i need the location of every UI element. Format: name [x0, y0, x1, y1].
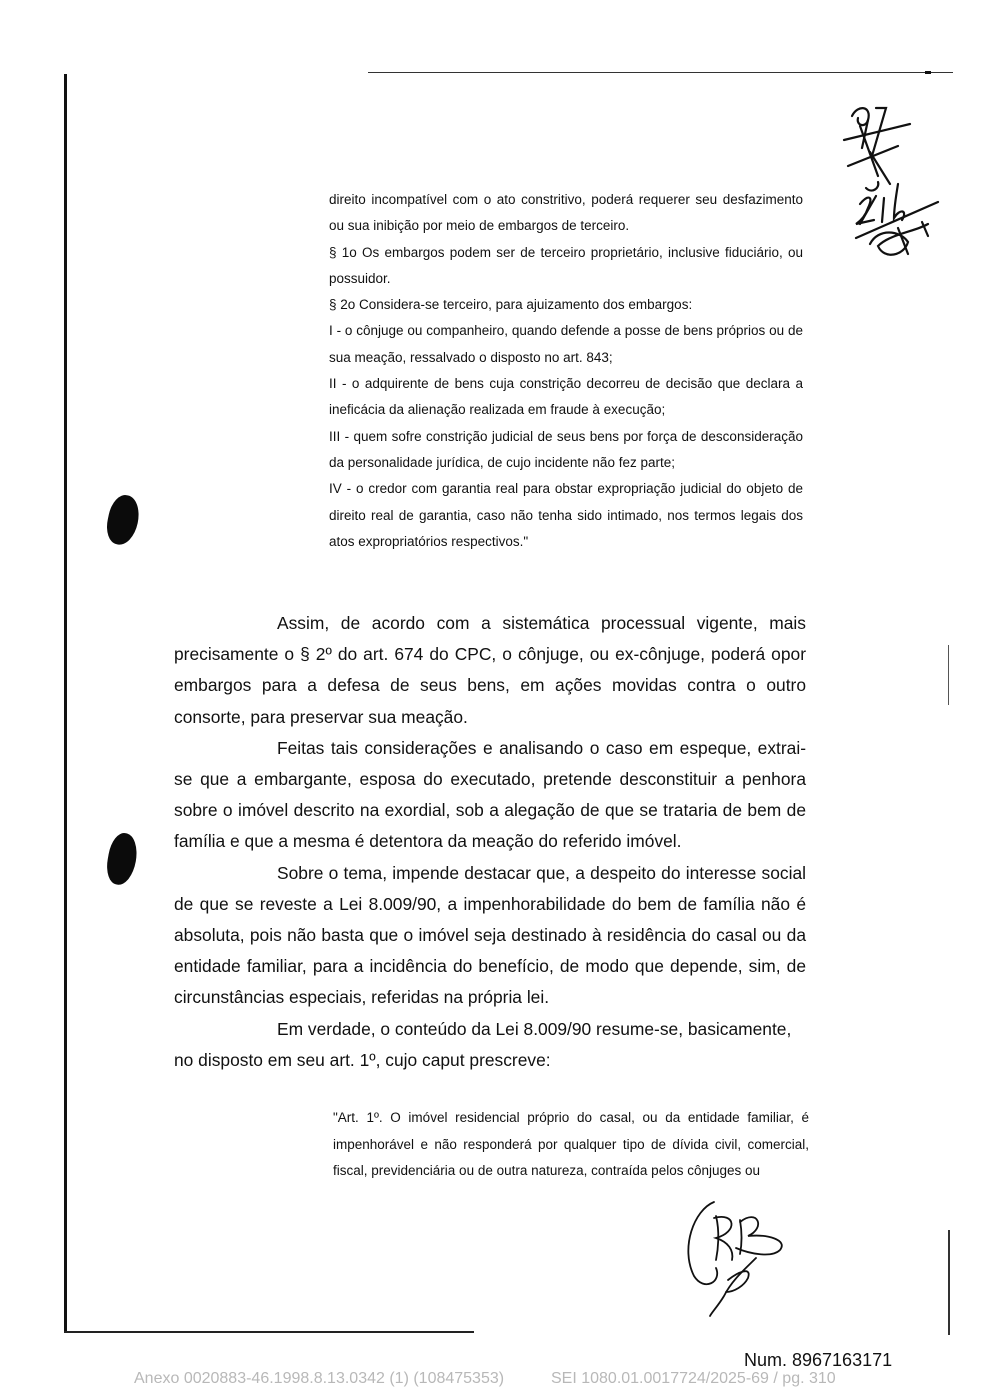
scan-left-border	[64, 74, 67, 1332]
quote-paragraph: "Art. 1º. O imóvel residencial próprio do casal, ou da entidade familiar, é impenhorável e não responderá por qualquer tipo de dívida civil, comercial, fiscal, previdenciária ou de outra natureza, contraída pelos cônjuges ou	[333, 1110, 809, 1178]
footer-annotation	[134, 1370, 836, 1388]
quote-paragraph: I - o cônjuge ou companheiro, quando defende a posse de bens próprios ou de sua meação, ressalvado o disposto no art. 843;	[329, 323, 803, 365]
scan-right-border	[948, 1230, 950, 1335]
scan-top-rule	[368, 72, 953, 73]
body-text	[174, 608, 806, 1076]
quote-paragraph: IV - o credor com garantia real para obstar expropriação judicial do objeto de direito real de garantia, caso não tenha sido intimado, nos termos legais dos atos expropriatórios respectivos."	[329, 481, 803, 549]
quote-paragraph: § 1o Os embargos podem ser de terceiro proprietário, inclusive fiduciário, ou possuidor.	[329, 244, 803, 286]
body-paragraph: Em verdade, o conteúdo da Lei 8.009/90 resume-se, basicamente, no disposto em seu art. 1º, cujo caput prescreve:	[174, 1018, 792, 1070]
scan-bottom-rule	[64, 1331, 474, 1333]
body-paragraph: Sobre o tema, impende destacar que, a despeito do interesse social de que se reveste a Lei 8.009/90, a impenhorabilidade do bem de família não é absoluta, pois não basta que o imóvel seja destinado à residência do casal ou da entidade familiar, para a incidência do benefício, de modo que depende, sim, de circunstâncias especiais, referidas na própria lei.	[174, 862, 806, 1008]
body-paragraph: Assim, de acordo com a sistemática processual vigente, mais precisamente o § 2º do art. 674 do CPC, o cônjuge, ou ex-cônjuge, poderá opor embargos para a defesa de seus bens, em ações movidas contra o outro consorte, para preservar sua meação.	[174, 613, 806, 727]
punch-hole-top	[103, 492, 143, 547]
handwritten-page-stamp	[838, 96, 948, 266]
quote-paragraph: direito incompatível com o ato constritivo, poderá requerer seu desfazimento ou sua inibição por meio de embargos de terceiro.	[329, 192, 803, 234]
punch-hole-bottom	[104, 831, 141, 887]
scan-top-rule-mark	[925, 71, 931, 74]
legal-quote-top	[329, 187, 803, 555]
quote-paragraph: II - o adquirente de bens cuja constrição decorreu de decisão que declara a ineficácia da alienação realizada em fraude à execução;	[329, 376, 803, 418]
document-number: Num. 8967163171	[744, 1350, 893, 1370]
quote-paragraph: § 2o Considera-se terceiro, para ajuizamento dos embargos:	[329, 297, 693, 313]
scan-right-mark	[948, 645, 949, 705]
footer-right: SEI 1080.01.0017724/2025-69 / pg. 310	[550, 1370, 836, 1387]
legal-quote-bottom	[333, 1105, 809, 1185]
handwritten-signature	[676, 1188, 806, 1318]
quote-paragraph: III - quem sofre constrição judicial de seus bens por força de desconsideração da personalidade jurídica, de cujo incidente não fez parte;	[329, 428, 803, 470]
footer-left: Anexo 0020883-46.1998.8.13.0342 (1) (108475353)	[134, 1370, 505, 1387]
body-paragraph: Feitas tais considerações e analisando o caso em espeque, extrai-se que a embargante, esposa do executado, pretende desconstituir a penhora sobre o imóvel descrito na exordial, sob a alegação de que se trataria de bem de família e que a mesma é detentora da meação do referido imóvel.	[174, 737, 806, 852]
